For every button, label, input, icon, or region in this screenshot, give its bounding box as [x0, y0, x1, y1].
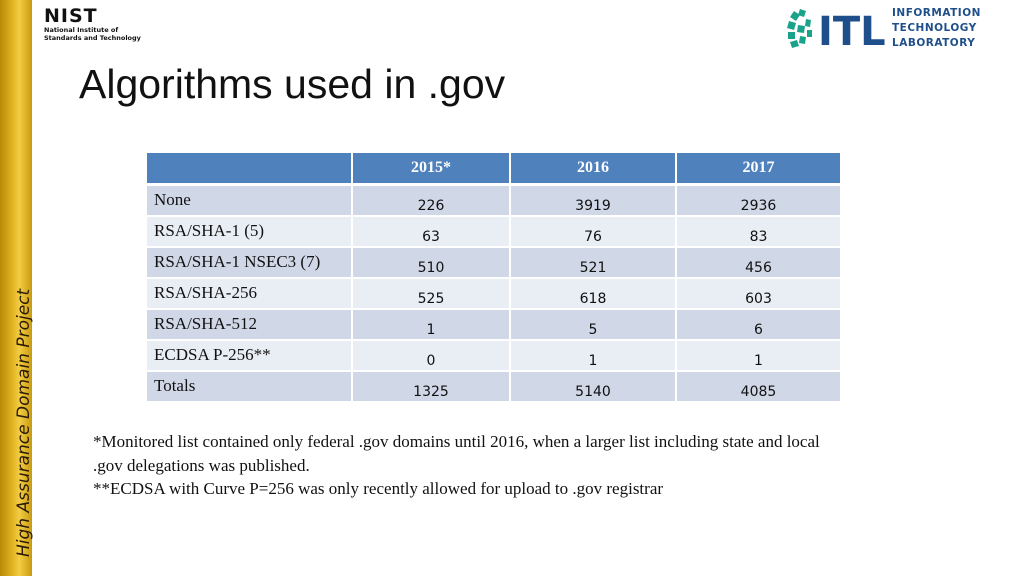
itl-logo: [786, 5, 986, 51]
cell-value: 0: [353, 341, 511, 372]
header-cell-2017: 2017: [677, 153, 840, 186]
row-label: RSA/SHA-256: [147, 279, 353, 310]
cell-value: 6: [677, 310, 840, 341]
row-label: ECDSA P-256**: [147, 341, 353, 372]
header-cell-2015: 2015*: [353, 153, 511, 186]
cell-value: 1: [353, 310, 511, 341]
row-label: RSA/SHA-1 NSEC3 (7): [147, 248, 353, 279]
cell-value: 3919: [511, 186, 677, 217]
cell-value: 1: [677, 341, 840, 372]
table-header-row: [147, 153, 840, 186]
page-title: Algorithms used in .gov: [79, 61, 506, 107]
cell-value: 456: [677, 248, 840, 279]
cell-value: 510: [353, 248, 511, 279]
totals-row: [147, 372, 840, 403]
itl-line-2: TECHNOLOGY: [892, 22, 977, 34]
itl-line-3: LABORATORY: [892, 37, 976, 49]
cell-value: 521: [511, 248, 677, 279]
nist-line-2: Standards and Technology: [44, 34, 141, 42]
nist-logo: [44, 6, 148, 42]
cell-value: 5140: [511, 372, 677, 403]
itl-letters: ITL: [818, 9, 886, 51]
project-name: High Assurance Domain Project: [14, 288, 34, 557]
itl-wordmark: [892, 6, 981, 51]
row-label: None: [147, 186, 353, 217]
footnotes: [93, 430, 853, 501]
row-label: RSA/SHA-512: [147, 310, 353, 341]
nist-line-1: National Institute of: [44, 26, 119, 34]
cell-value: 5: [511, 310, 677, 341]
table-row: [147, 186, 840, 217]
footnote-2: **ECDSA with Curve P=256 was only recently allowed for upload to .gov registrar: [93, 479, 664, 498]
cell-value: 83: [677, 217, 840, 248]
itl-line-1: INFORMATION: [892, 7, 981, 19]
table-row: [147, 248, 840, 279]
cell-value: 603: [677, 279, 840, 310]
cell-value: 525: [353, 279, 511, 310]
cell-value: 1325: [353, 372, 511, 403]
row-label: Totals: [147, 372, 353, 403]
table-row: [147, 279, 840, 310]
cell-value: 4085: [677, 372, 840, 403]
footnote-1: *Monitored list contained only federal .gov domains until 2016, when a larger list including state and local .gov delegations was published.: [93, 432, 820, 475]
table-row: [147, 217, 840, 248]
table-row: [147, 310, 840, 341]
cell-value: 1: [511, 341, 677, 372]
header-cell-2016: 2016: [511, 153, 677, 186]
table-row: [147, 341, 840, 372]
nist-wordmark: NIST: [44, 5, 98, 27]
algorithm-table: [147, 153, 840, 403]
cell-value: 2936: [677, 186, 840, 217]
cell-value: 63: [353, 217, 511, 248]
cell-value: 226: [353, 186, 511, 217]
header-cell-label: [147, 153, 353, 186]
row-label: RSA/SHA-1 (5): [147, 217, 353, 248]
cell-value: 618: [511, 279, 677, 310]
itl-mark-icon: [786, 5, 886, 51]
cell-value: 76: [511, 217, 677, 248]
